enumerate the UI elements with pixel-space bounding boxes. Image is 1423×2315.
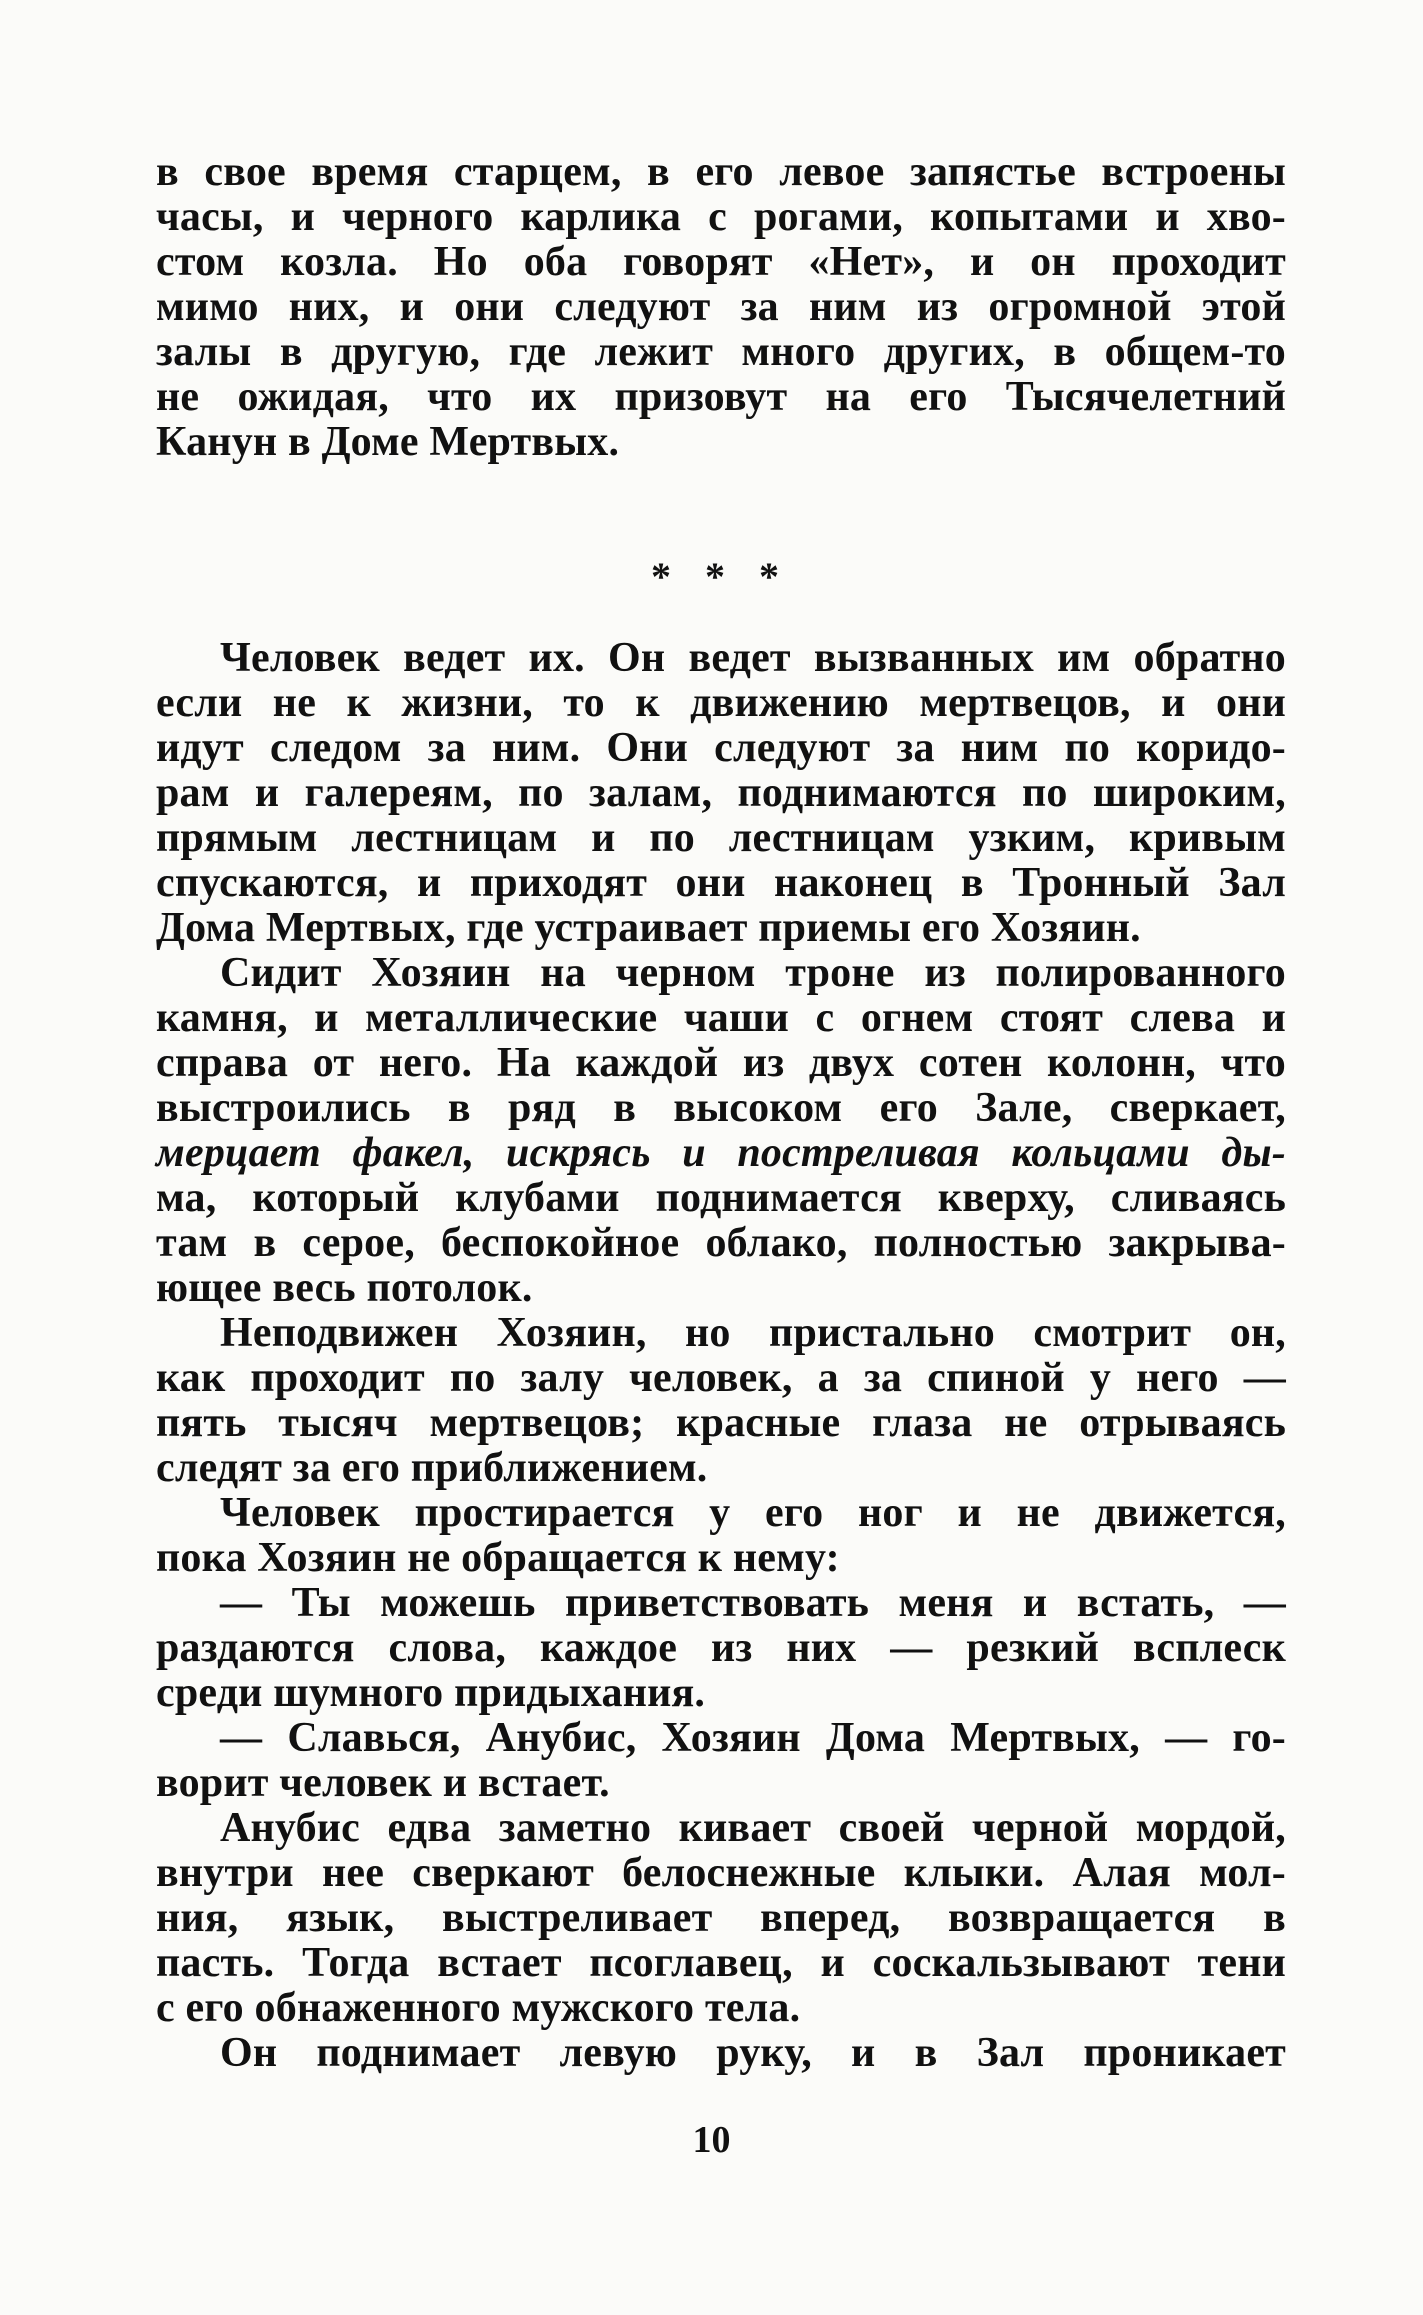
section-1 [156, 150, 1286, 465]
text-line: камня, и металлические чаши с огнем стоят слева и [156, 995, 1286, 1041]
text-line: выстроились в ряд в высоком его Зале, сверкает, [156, 1085, 1286, 1131]
text-line: прямым лестницам и по лестницам узким, кривым [156, 815, 1286, 861]
text-line: среди шумного придыхания. [156, 1670, 706, 1716]
text-line: Дома Мертвых, где устраивает приемы его Хозяин. [156, 905, 1141, 951]
paragraph-4 [156, 1491, 1286, 1581]
text-line: в свое время старцем, в его левое запястье встроены [156, 149, 1286, 195]
text-line: залы в другую, где лежит много других, в общем-то [156, 329, 1286, 375]
text-line: мимо них, и они следуют за ним из огромной этой [156, 284, 1286, 330]
text-line: Канун в Доме Мертвых. [156, 419, 620, 465]
text-line: Человек ведет их. Он ведет вызванных им обратно [220, 635, 1286, 681]
text-line: часы, и черного карлика с рогами, копытами и хво- [156, 194, 1286, 240]
paragraph-3 [156, 1311, 1286, 1491]
text-line: Анубис едва заметно кивает своей черной мордой, [220, 1805, 1286, 1851]
text-line: пять тысяч мертвецов; красные глаза не отрываясь [156, 1400, 1286, 1446]
paragraph-7 [156, 1806, 1286, 2031]
paragraph-8 [156, 2031, 1286, 2076]
text-line: следят за его приближением. [156, 1445, 708, 1491]
text-line: — Славься, Анубис, Хозяин Дома Мертвых, — го- [220, 1715, 1286, 1761]
paragraph-1 [156, 636, 1286, 951]
text-line: Человек простирается у его ног и не движется, [220, 1490, 1286, 1536]
text-line: там в серое, беспокойное облако, полностью закрыва- [156, 1220, 1286, 1266]
page-number: 10 [692, 2119, 731, 2161]
text-line: ворит человек и встает. [156, 1760, 610, 1806]
text-line: стом козла. Но оба говорят «Нет», и он проходит [156, 239, 1286, 285]
text-line: раздаются слова, каждое из них — резкий всплеск [156, 1625, 1286, 1671]
text-line: Неподвижен Хозяин, но пристально смотрит он, [220, 1310, 1286, 1356]
text-line: справа от него. На каждой из двух сотен колонн, что [156, 1040, 1286, 1086]
text-line: ющее весь потолок. [156, 1265, 533, 1311]
section-separator: * * * [651, 554, 791, 599]
text-line: Сидит Хозяин на черном троне из полированного [220, 950, 1286, 996]
paragraph-5 [156, 1581, 1286, 1716]
text-line: ния, язык, выстреливает вперед, возвращается в [156, 1895, 1286, 1941]
text-line: внутри нее сверкают белоснежные клыки. Алая мол- [156, 1850, 1286, 1896]
paragraph-2 [156, 951, 1286, 1311]
text-line: мерцает факел, искрясь и постреливая кольцами ды- [156, 1130, 1286, 1176]
text-line: если не к жизни, то к движению мертвецов, и они [156, 680, 1286, 726]
text-line: идут следом за ним. Они следуют за ним по коридо- [156, 725, 1286, 771]
text-line: как проходит по залу человек, а за спиной у него — [156, 1355, 1286, 1401]
text-line: пасть. Тогда встает псоглавец, и соскальзывают тени [156, 1940, 1286, 1986]
text-line: с его обнаженного мужского тела. [156, 1985, 801, 2031]
text-line: — Ты можешь приветствовать меня и встать, — [220, 1580, 1286, 1626]
paragraph-6 [156, 1716, 1286, 1806]
text-line: пока Хозяин не обращается к нему: [156, 1535, 840, 1581]
text-line: рам и галереям, по залам, поднимаются по широким, [156, 770, 1286, 816]
text-line: ма, который клубами поднимается кверху, сливаясь [156, 1175, 1286, 1221]
section-2 [156, 636, 1286, 2076]
text-line: Он поднимает левую руку, и в Зал проникает [220, 2030, 1286, 2076]
text-line: не ожидая, что их призовут на его Тысячелетний [156, 374, 1286, 420]
text-line: спускаются, и приходят они наконец в Тронный Зал [156, 860, 1286, 906]
